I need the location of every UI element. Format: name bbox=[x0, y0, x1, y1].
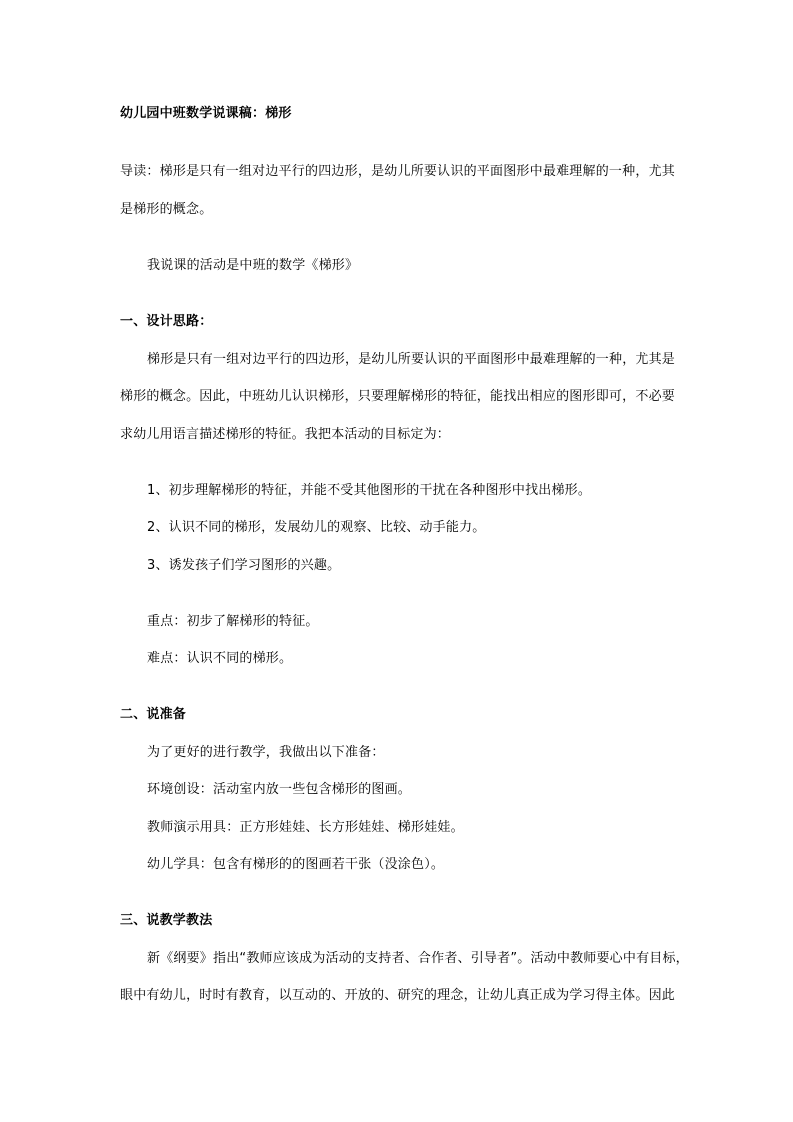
preparation-item-4: 幼儿学具：包含有梯形的的图画若干张（没涂色）。 bbox=[147, 857, 445, 872]
goal-item-3: 3、诱发孩子们学习图形的兴趣。 bbox=[147, 558, 341, 573]
section-3-heading: 三、说教学教法 bbox=[120, 913, 213, 928]
document-title: 幼儿园中班数学说课稿：梯形 bbox=[120, 106, 292, 121]
section-1-paragraph-line-1: 梯形是只有一组对边平行的四边形，是幼儿所要认识的平面图形中最难理解的一种，尤其是 bbox=[147, 352, 676, 367]
intro-text-line-2: 是梯形的概念。 bbox=[120, 202, 213, 217]
preparation-item-2: 环境创设：活动室内放一些包含梯形的图画。 bbox=[147, 782, 412, 797]
section-1-paragraph-line-2: 梯形的概念。因此，中班幼儿认识梯形，只要理解梯形的特征，能找出相应的图形即可，不必要 bbox=[120, 389, 675, 404]
goal-item-2: 2、认识不同的梯形，发展幼儿的观察、比较、动手能力。 bbox=[147, 520, 486, 535]
goal-item-1: 1、初步理解梯形的特征，并能不受其他图形的干扰在各种图形中找出梯形。 bbox=[147, 483, 592, 498]
preparation-item-1: 为了更好的进行教学，我做出以下准备： bbox=[147, 745, 385, 760]
section-3-paragraph-line-2: 眼中有幼儿，时时有教育，以互动的、开放的、研究的理念，让幼儿真正成为学习得主体。因此 bbox=[120, 988, 675, 1003]
preparation-item-3: 教师演示用具：正方形娃娃、长方形娃娃、梯形娃娃。 bbox=[147, 820, 464, 835]
key-point: 重点：初步了解梯形的特征。 bbox=[147, 614, 319, 629]
activity-statement: 我说课的活动是中班的数学《梯形》 bbox=[147, 258, 359, 273]
section-3-paragraph-line-1: 新《纲要》指出“教师应该成为活动的支持者、合作者、引导者”。活动中教师要心中有目标， bbox=[147, 951, 689, 966]
difficulty-point: 难点：认识不同的梯形。 bbox=[147, 651, 293, 666]
intro-text-line-1: 导读：梯形是只有一组对边平行的四边形，是幼儿所要认识的平面图形中最难理解的一种，尤其 bbox=[120, 164, 675, 179]
section-1-paragraph-line-3: 求幼儿用语言描述梯形的特征。我把本活动的目标定为： bbox=[120, 427, 451, 442]
section-1-heading: 一、设计思路： bbox=[120, 314, 213, 329]
section-2-heading: 二、说准备 bbox=[120, 707, 187, 722]
